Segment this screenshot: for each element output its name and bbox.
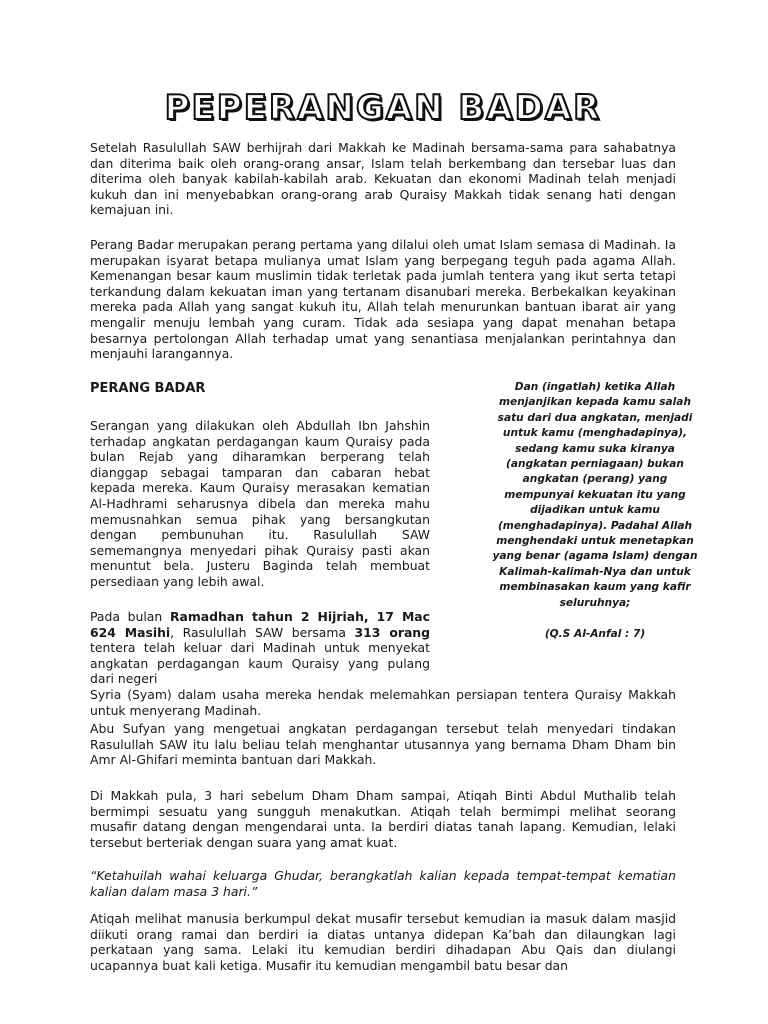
text-segment: Pada bulan: [90, 609, 170, 624]
bold-troop-count: 313 orang: [354, 624, 430, 640]
text-segment-full-width: Syria (Syam) dalam usaha mereka hendak melemahkan persiapan tentera Quraisy Makkah untuk menyerang Madinah.: [90, 686, 676, 718]
text-segment: tentera telah keluar dari Madinah untuk menyekat angkatan perdagangan kaum Quraisy yang pulang dari negeri: [90, 640, 430, 687]
verse-reference: (Q.S Al-Anfal : 7): [544, 628, 646, 641]
page-title: PEPERANGAN BADAR: [164, 88, 602, 128]
paragraph-atiqah-dream: Di Makkah pula, 3 hari sebelum Dham Dham sampai, Atiqah Binti Abdul Muthalib telah bermimpi sesuatu yang sungguh menakutkan. Atiqah telah bermimpi melihat seorang musafir datang dengan mengendarai unta. Ia berdiri diatas tanah lapang. Kemudian, lelaki tersebut berteriak dengan suara yang amat kuat.: [90, 788, 676, 850]
paragraph-perang-badar-overview: Perang Badar merupakan perang pertama yang dilalui oleh umat Islam semasa di Madinah. Ia merupakan isyarat betapa mulianya umat Islam yang berpegang teguh pada agama Allah. Kemenangan besar kaum muslimin tidak terletak pada jumlah tentera yang ikut serta tetapi terkandung dalam kekuatan iman yang tertanam disanubari mereka. Berbekalkan keyakinan mereka pada Allah yang sangat kukuh itu, Allah telah menurunkan bantuan ibarat air yang mengalir menuju lembah yang curam. Tidak ada sesiapa yang dapat menahan betapa besarnya pertolongan Allah terhadap umat yang senantiasa menjalankan perintahnya dan menjauhi larangannya.: [90, 237, 676, 362]
paragraph-atiqah-masjid: Atiqah melihat manusia berkumpul dekat musafir tersebut kemudian ia masuk dalam masjid diikuti orang ramai dan berdiri ia diatas untanya didepan Ka’bah dan dilaungkan lagi perkataan yang sama. Lelaki itu kemudian berdiri dihadapan Abu Qais dan diulangi ucapannya buat kali ketiga. Musafir itu kemudian mengambil batu besar dan: [90, 911, 676, 973]
document-page: [90, 0, 698, 973]
bold-date: Ramadhan tahun 2 Hijriah, 17 Mac 624 Masihi: [90, 609, 430, 640]
text-segment: , Rasulullah SAW bersama: [170, 624, 355, 640]
verse-text: Dan (ingatlah) ketika Allah menjanjikan kepada kamu salah satu dari dua angkatan, menjadi untuk kamu (menghadapinya), sedang kamu suka kiranya (angkatan perniagaan) bukan angkatan (perang) yang mempunyai kekuatan itu yang dijadikan untuk kamu (menghadapinya). Padahal Allah menghendaki untuk menetapkan yang benar (agama Islam) dengan Kalimah-kalimah-Nya dan untuk membinasakan kaum yang kafir seluruhnya;: [492, 381, 698, 609]
paragraph-intro: Setelah Rasulullah SAW berhijrah dari Makkah ke Madinah bersama-sama para sahabatnya dan diterima baik oleh orang-orang ansar, Islam telah berkembang dan tersebar luas dan diterima oleh banyak kabilah-kabilah arab. Kekuatan dan ekonomi Madinah telah menjadi kukuh dan ini menyebabkan orang-orang arab Quraisy Makkah tidak senang hati dengan kemajuan ini.: [90, 140, 676, 218]
section-heading: PERANG BADAR: [90, 381, 206, 396]
quote-ghudar: “Ketahuilah wahai keluarga Ghudar, berangkatlah kalian kepada tempat-tempat kematian kalian dalam masa 3 hari.”: [90, 868, 676, 899]
quran-verse-box: [490, 380, 700, 643]
paragraph-serangan: Serangan yang dilakukan oleh Abdullah Ibn Jahshin terhadap angkatan perdagangan kaum Quraisy pada bulan Rejab yang diharamkan berperang telah dianggap sebagai tamparan dan cabaran hebat kepada mereka. Kaum Quraisy merasakan kematian Al-Hadhrami seharusnya dibela dan mereka mahu memusnahkan semua pihak yang bersangkutan dengan pembunuhan itu. Rasulullah SAW sememangnya menyedari pihak Quraisy pasti akan menuntut bela. Justeru Baginda telah membuat persediaan yang lebih awal.: [90, 418, 430, 589]
paragraph-ramadhan-wrapped: [90, 609, 430, 687]
paragraph-abu-sufyan: Abu Sufyan yang mengetuai angkatan perdagangan tersebut telah menyedari tindakan Rasulullah SAW itu lalu beliau telah menghantar utusannya yang bernama Dham Dham bin Amr Al-Ghifari meminta bantuan dari Makkah.: [90, 721, 676, 768]
